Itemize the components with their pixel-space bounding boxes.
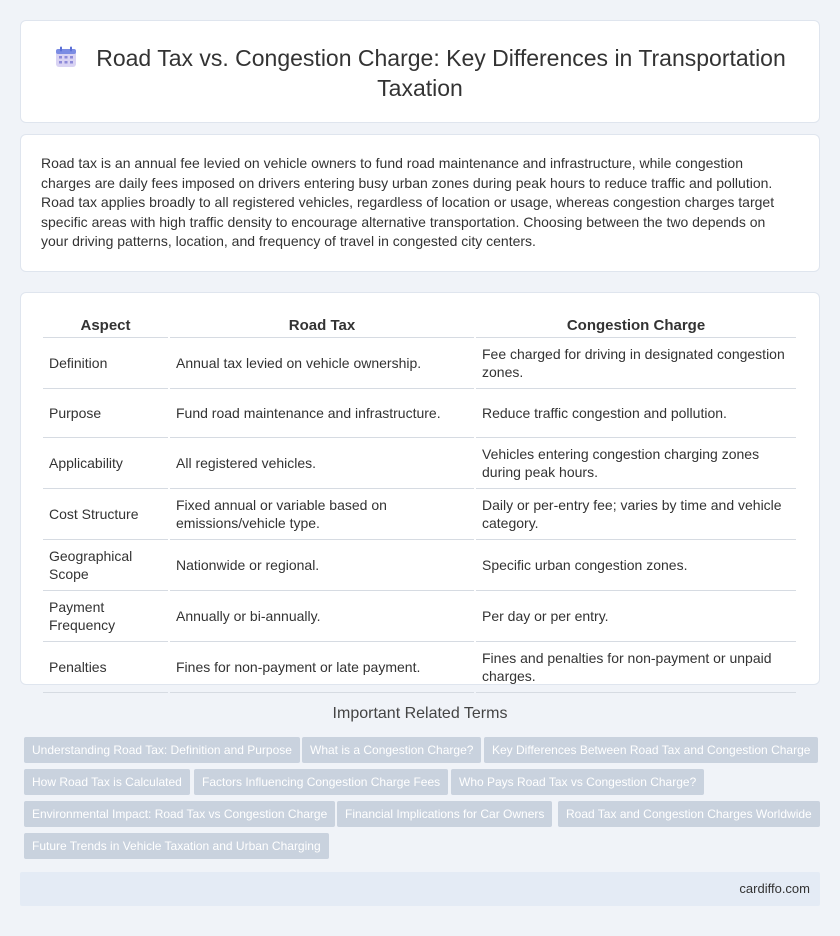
related-term-link[interactable]: How Road Tax is Calculated: [24, 769, 190, 795]
table-row: [43, 642, 796, 693]
header-road-tax: Road Tax: [170, 317, 474, 338]
cell-aspect: Payment Frequency: [43, 591, 168, 642]
cell-congestion-charge: Fines and penalties for non-payment or unpaid charges.: [476, 642, 796, 693]
related-term-link[interactable]: Environmental Impact: Road Tax vs Congestion Charge: [24, 801, 335, 827]
header-aspect: Aspect: [43, 317, 168, 338]
table-row: [43, 489, 796, 540]
cell-road-tax: Annual tax levied on vehicle ownership.: [170, 338, 474, 389]
comparison-card: [20, 292, 820, 685]
cell-road-tax: Fines for non-payment or late payment.: [170, 642, 474, 693]
related-term-link[interactable]: Financial Implications for Car Owners: [337, 801, 552, 827]
related-term-link[interactable]: Key Differences Between Road Tax and Congestion Charge: [484, 737, 818, 763]
related-term-link[interactable]: Factors Influencing Congestion Charge Fees: [194, 769, 448, 795]
cell-aspect: Geographical Scope: [43, 540, 168, 591]
cell-congestion-charge: Specific urban congestion zones.: [476, 540, 796, 591]
cell-road-tax: Fund road maintenance and infrastructure.: [170, 389, 474, 438]
intro-paragraph: Road tax is an annual fee levied on vehicle owners to fund road maintenance and infrastructure, while congestion charges are daily fees imposed on drivers entering busy urban zones during peak hours to reduce traffic and pollution. Road tax applies broadly to all registered vehicles, regardless of location or usage, whereas congestion charges target specific areas with high traffic density to encourage alternative transportation. Choosing between the two depends on your driving patterns, location, and frequency of travel in congested city centers.: [41, 155, 775, 249]
related-term-link[interactable]: Road Tax and Congestion Charges Worldwide: [558, 801, 820, 827]
cell-aspect: Cost Structure: [43, 489, 168, 540]
cell-aspect: Definition: [43, 338, 168, 389]
table-row: [43, 338, 796, 389]
intro-card: [20, 134, 820, 272]
table-row: [43, 591, 796, 642]
cell-road-tax: Nationwide or regional.: [170, 540, 474, 591]
title-card: [20, 20, 820, 123]
footer: [20, 872, 820, 906]
cell-aspect: Applicability: [43, 438, 168, 489]
related-term-link[interactable]: Understanding Road Tax: Definition and Purpose: [24, 737, 300, 763]
table-row: [43, 389, 796, 438]
cell-aspect: Penalties: [43, 642, 168, 693]
cell-congestion-charge: Daily or per-entry fee; varies by time and vehicle category.: [476, 489, 796, 540]
related-term-link[interactable]: Who Pays Road Tax vs Congestion Charge?: [451, 769, 704, 795]
comparison-table: [41, 317, 798, 693]
cell-aspect: Purpose: [43, 389, 168, 438]
table-row: [43, 438, 796, 489]
related-term-link[interactable]: Future Trends in Vehicle Taxation and Urban Charging: [24, 833, 329, 859]
page-title: [21, 43, 819, 103]
cell-road-tax: Fixed annual or variable based on emissions/vehicle type.: [170, 489, 474, 540]
table-header-row: [43, 317, 796, 338]
cell-road-tax: Annually or bi-annually.: [170, 591, 474, 642]
cell-congestion-charge: Reduce traffic congestion and pollution.: [476, 389, 796, 438]
header-congestion-charge: Congestion Charge: [476, 317, 796, 338]
related-terms-heading: Important Related Terms: [332, 705, 508, 722]
related-term-link[interactable]: What is a Congestion Charge?: [302, 737, 481, 763]
calendar-icon: [54, 45, 78, 69]
cell-road-tax: All registered vehicles.: [170, 438, 474, 489]
footer-brand: cardiffo.com: [739, 881, 810, 896]
cell-congestion-charge: Fee charged for driving in designated congestion zones.: [476, 338, 796, 389]
page-title-text: Road Tax vs. Congestion Charge: Key Differences in Transportation Taxation: [96, 45, 786, 101]
cell-congestion-charge: Vehicles entering congestion charging zones during peak hours.: [476, 438, 796, 489]
table-row: [43, 540, 796, 591]
cell-congestion-charge: Per day or per entry.: [476, 591, 796, 642]
